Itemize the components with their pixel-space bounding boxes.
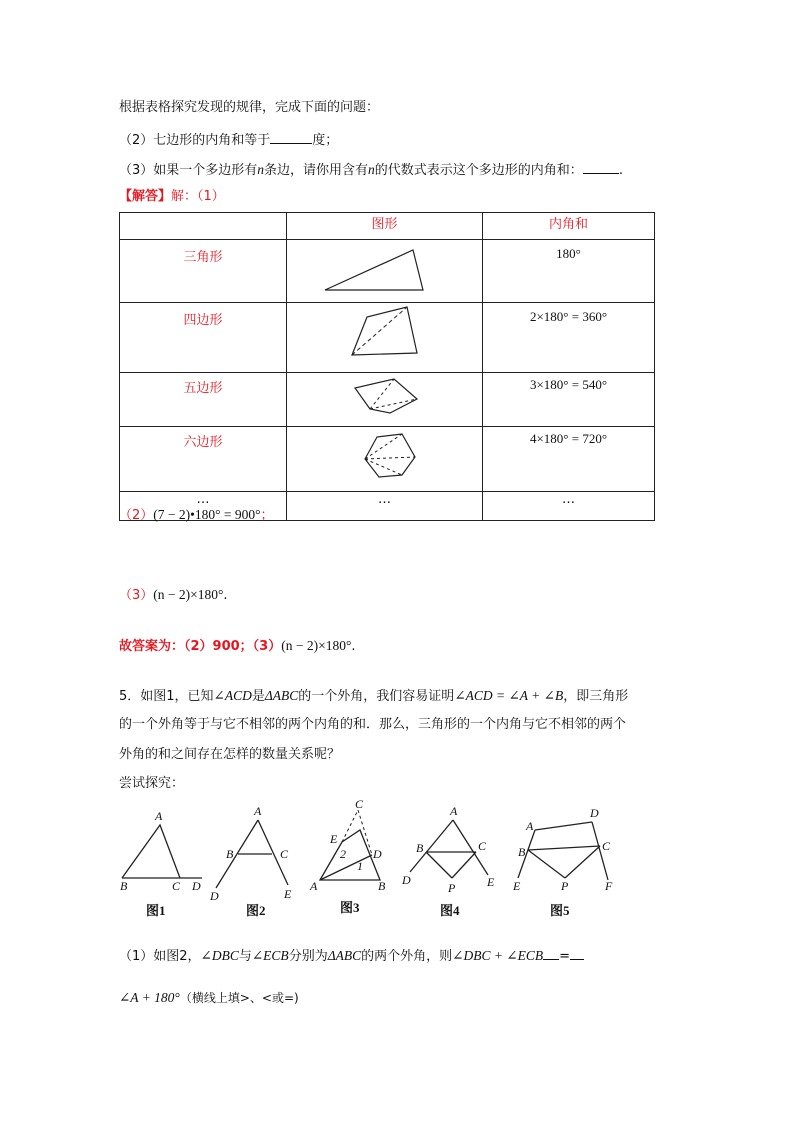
- caption-fig3: 图3: [340, 900, 360, 915]
- label-b: B: [120, 879, 128, 893]
- table-row: [120, 240, 655, 303]
- question-3: [119, 160, 623, 180]
- sq1-math: ∠ECB: [251, 948, 289, 963]
- problem-5-line-1: [119, 681, 628, 711]
- answer-3: [119, 586, 228, 605]
- answer-header-rest: 解：（1）: [171, 189, 225, 204]
- p5-text: ，即三角形: [563, 689, 629, 704]
- label-e: E: [513, 879, 521, 893]
- final-answer: [119, 637, 356, 656]
- answer-blank: [570, 946, 584, 960]
- sq1-math: ∠DBC + ∠ECB: [452, 948, 544, 963]
- question-2-post: 度；: [312, 133, 339, 148]
- final-answer-expr: (n − 2)×180°: [281, 638, 352, 653]
- angle-sum: 4×180° = 720°: [483, 427, 655, 492]
- final-answer-label: 故答案为：（2）900；（3）: [119, 639, 282, 654]
- p5-text: 的一个外角，我们容易证明: [298, 689, 455, 704]
- polygon-name: 六边形: [120, 427, 287, 492]
- polygon-name: 四边形: [120, 303, 287, 373]
- table-header-shape: 图形: [287, 213, 483, 240]
- ellipsis-cell: …: [287, 492, 483, 521]
- sq1-math: ΔABC: [327, 948, 362, 963]
- question-2: [119, 130, 338, 150]
- quadrilateral-shape: [287, 303, 483, 373]
- label-d: D: [192, 879, 201, 893]
- answer-2-label: （2）: [119, 508, 154, 523]
- hexagon-figure: [287, 427, 482, 487]
- label-2: 2: [340, 847, 346, 861]
- quadrilateral-figure: [287, 303, 482, 368]
- polygon-table: [119, 212, 655, 521]
- figure-1: [120, 809, 202, 918]
- label-a: A: [254, 804, 262, 818]
- label-e: E: [284, 887, 292, 901]
- var-n: n: [257, 162, 265, 177]
- label-c: C: [602, 839, 611, 853]
- label-a: A: [155, 809, 163, 823]
- figure-2: [209, 804, 292, 918]
- answer-3-end: .: [223, 588, 228, 603]
- pentagon-figure: [287, 373, 482, 422]
- figure-3: [309, 800, 386, 915]
- label-c: C: [478, 839, 487, 853]
- intro-text: 根据表格探究发现的规律，完成下面的问题：: [119, 100, 380, 115]
- caption-fig5: 图5: [550, 903, 570, 918]
- label-b: B: [378, 879, 386, 893]
- label-b: B: [518, 845, 526, 859]
- label-e: E: [330, 832, 338, 846]
- answer-bracket: 【解答】: [119, 189, 172, 204]
- table-header-row: [120, 213, 655, 240]
- figure-5: [512, 806, 613, 918]
- table-header-sum: 内角和: [483, 213, 655, 240]
- question-3-mid: 条边，请你用含有: [264, 163, 369, 178]
- ellipsis-cell: …: [483, 492, 655, 521]
- label-p: P: [561, 879, 569, 893]
- label-a: A: [450, 804, 458, 818]
- table-row: [120, 427, 655, 492]
- p5-math: ∠ACD: [213, 688, 252, 703]
- label-b: B: [226, 847, 234, 861]
- triangle-figure: [287, 240, 482, 298]
- answer-2: [119, 506, 274, 525]
- problem-5-line-3: 外角的和之间存在怎样的数量关系呢？: [119, 747, 341, 762]
- caption-fig4: 图4: [440, 903, 460, 918]
- sq1-text: 与: [238, 949, 252, 964]
- answer-blank: [543, 946, 559, 960]
- answer-3-label: （3）: [119, 588, 154, 603]
- sq1-math: ∠DBC: [200, 948, 239, 963]
- angle-sum: 3×180° = 540°: [483, 373, 655, 427]
- label-b: B: [416, 841, 424, 855]
- answer-2-end: ；: [260, 508, 274, 523]
- answer-blank: [583, 160, 619, 174]
- problem-5-line-4: 尝试探究：: [119, 776, 185, 791]
- label-d: D: [402, 873, 411, 887]
- table-row: [120, 303, 655, 373]
- table-header-cell: [120, 213, 287, 240]
- pentagon-shape: [287, 373, 483, 427]
- p5-math: ∠ACD = ∠A + ∠B: [454, 688, 564, 703]
- hexagon-shape: [287, 427, 483, 492]
- question-2-pre: （2）七边形的内角和等于: [119, 133, 271, 148]
- figures-svg: [110, 800, 630, 925]
- answer-2-expr: (7 − 2)•180° = 900°: [153, 507, 261, 522]
- label-a: A: [310, 879, 318, 893]
- sq1-expr: ∠A + 180°: [119, 990, 180, 1005]
- answer-3-expr: (n − 2)×180°: [153, 587, 224, 602]
- question-3-end: .: [618, 163, 623, 178]
- sq1-text: （1）如图2，: [119, 949, 201, 964]
- label-p: P: [448, 881, 456, 895]
- label-c: C: [355, 800, 364, 811]
- sq1-text: 分别为: [288, 949, 328, 964]
- problem-5-line-2: 的一个外角等于与它不相邻的两个内角的和．那么，三角形的一个内角与它不相邻的两个: [119, 717, 627, 732]
- figures-row: [110, 800, 630, 929]
- p5-math: ΔABC: [264, 688, 299, 703]
- table-row: [120, 373, 655, 427]
- final-answer-end: .: [351, 639, 356, 654]
- label-d: D: [373, 847, 382, 861]
- label-d: D: [210, 889, 219, 903]
- figure-4: [401, 804, 495, 918]
- label-c: C: [172, 879, 181, 893]
- label-a: A: [526, 819, 534, 833]
- angle-sum: 180°: [483, 240, 655, 303]
- sub-question-1-line-2: [119, 983, 299, 1013]
- var-n: n: [368, 162, 375, 177]
- caption-fig2: 图2: [246, 903, 266, 918]
- answer-header: [119, 188, 225, 206]
- question-3-pre: （3）如果一个多边形有: [119, 163, 258, 178]
- label-c: C: [280, 847, 289, 861]
- sq1-text: 的两个外角，则: [361, 949, 453, 964]
- ellipsis-cell: …: [120, 492, 287, 521]
- polygon-name: 三角形: [120, 240, 287, 303]
- caption-fig1: 图1: [146, 903, 166, 918]
- label-d: D: [590, 806, 599, 820]
- label-1: 1: [357, 859, 363, 873]
- question-3-post: 的代数式表示这个多边形的内角和：: [374, 163, 583, 178]
- angle-sum: 2×180° = 360°: [483, 303, 655, 373]
- p5-text: 5．如图1，已知: [119, 689, 214, 704]
- sub-question-1-line-1: [119, 941, 584, 971]
- label-f: F: [605, 879, 613, 893]
- sq1-note: （横线上填>、<或=): [179, 991, 299, 1005]
- label-e: E: [487, 875, 495, 889]
- polygon-name: 五边形: [120, 373, 287, 427]
- answer-blank: [270, 130, 312, 144]
- triangle-shape: [287, 240, 483, 303]
- sq1-eq: =: [559, 949, 571, 964]
- p5-text: 是: [251, 689, 265, 704]
